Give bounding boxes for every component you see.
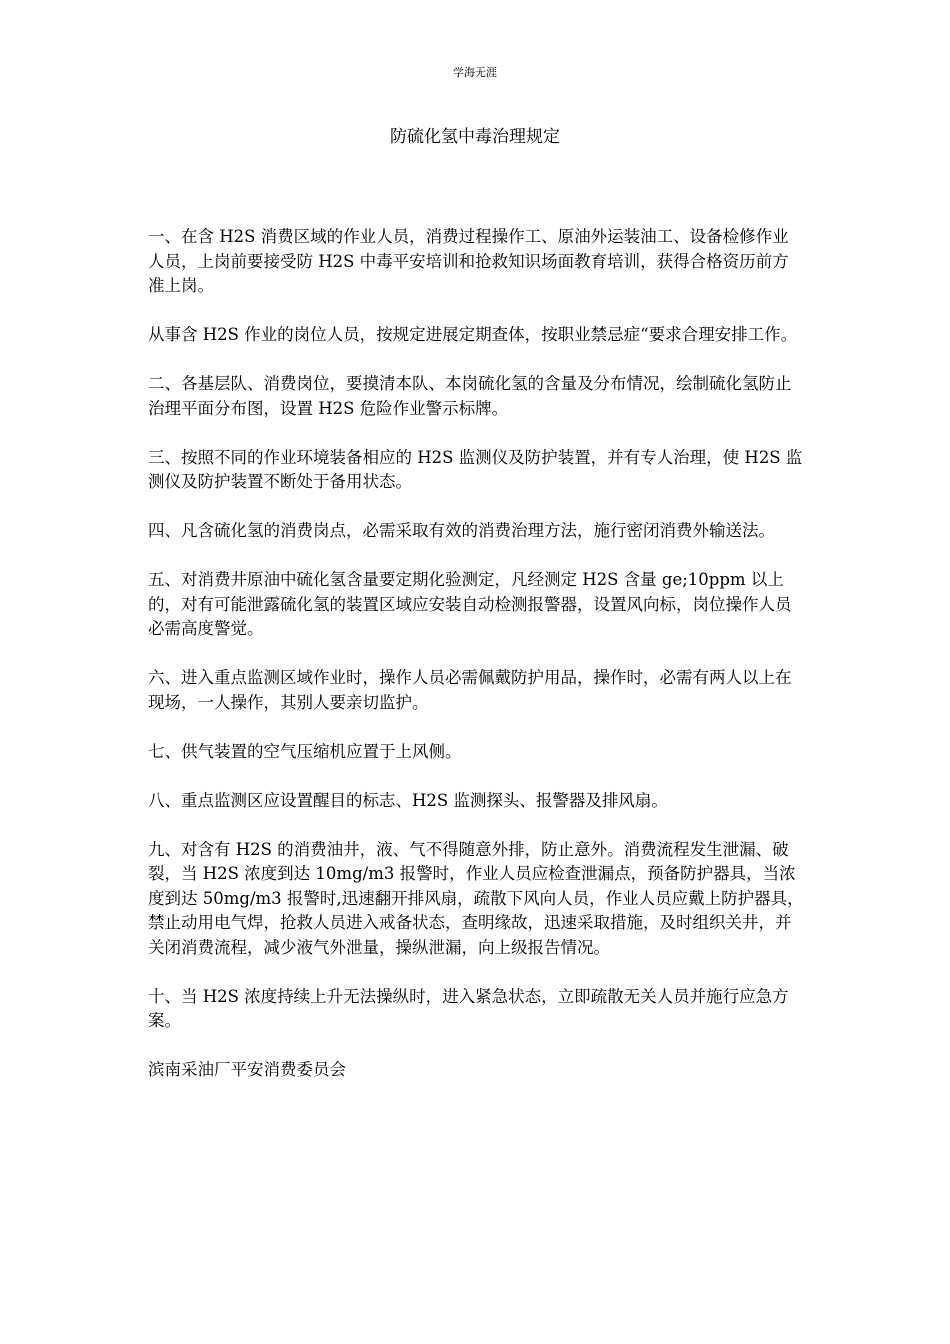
page-header: 学海无涯 — [453, 66, 497, 79]
paragraph-5: 四、凡含硫化氢的消费岗点，必需采取有效的消费治理方法，施行密闭消费外输送法。 — [148, 521, 775, 540]
document-title: 防硫化氢中毒治理规定 — [390, 127, 560, 147]
paragraph-7: 六、进入重点监测区域作业时，操作人员必需佩戴防护用品，操作时，必需有两人以上在现场，一人操作，其别人要亲切监护。 — [148, 668, 792, 712]
paragraph-10: 九、对含有 H2S 的消费油井，液、气不得随意外排，防止意外。消费流程发生泄漏、破裂，当 H2S 浓度到达 10mg/m3 报警时，作业人员应检查泄漏点，预备防护器具，当浓度到达 50mg/m3 报警时,迅速翻开排风扇，疏散下风向人员，作业人员应戴上防护器具，禁止动用电气焊，抢救人员进入戒备状态，查明缘故，迅速采取措施，及时组织关井，并关闭消费流程，减少液气外泄量，操纵泄漏，向上级报告情况。 — [148, 839, 804, 957]
paragraph-2: 从事含 H2S 作业的岗位人员，按规定进展定期查体，按职业禁忌症“要求合理安排工作。 — [148, 325, 798, 344]
paragraph-6: 五、对消费井原油中硫化氢含量要定期化验测定，凡经测定 H2S 含量 ge;10ppm 以上的，对有可能泄露硫化氢的装置区域应安装自动检测报警器，设置风向标，岗位操作人员必需高度警觉。 — [148, 570, 792, 638]
paragraph-11: 十、当 H2S 浓度持续上升无法操纵时，进入紧急状态，立即疏散无关人员并施行应急方案。 — [148, 986, 789, 1030]
paragraph-9: 八、重点监测区应设置醒目的标志、H2S 监测探头、报警器及排风扇。 — [148, 790, 668, 810]
signature: 滨南采油厂平安消费委员会 — [148, 1060, 346, 1079]
paragraph-4: 三、按照不同的作业环境装备相应的 H2S 监测仪及防护装置，并有专人治理，使 H2S 监测仪及防护装置不断处于备用状态。 — [148, 447, 803, 491]
paragraph-3: 二、各基层队、消费岗位，要摸清本队、本岗硫化氢的含量及分布情况，绘制硫化氢防止治理平面分布图，设置 H2S 危险作业警示标牌。 — [148, 374, 792, 418]
document-body — [148, 225, 804, 1083]
paragraph-1: 一、在含 H2S 消费区域的作业人员，消费过程操作工、原油外运装油工、设备检修作业人员，上岗前要接受防 H2S 中毒平安培训和抢救知识场面教育培训，获得合格资历前方准上岗。 — [148, 227, 789, 295]
paragraph-8: 七、供气装置的空气压缩机应置于上风侧。 — [148, 741, 462, 761]
